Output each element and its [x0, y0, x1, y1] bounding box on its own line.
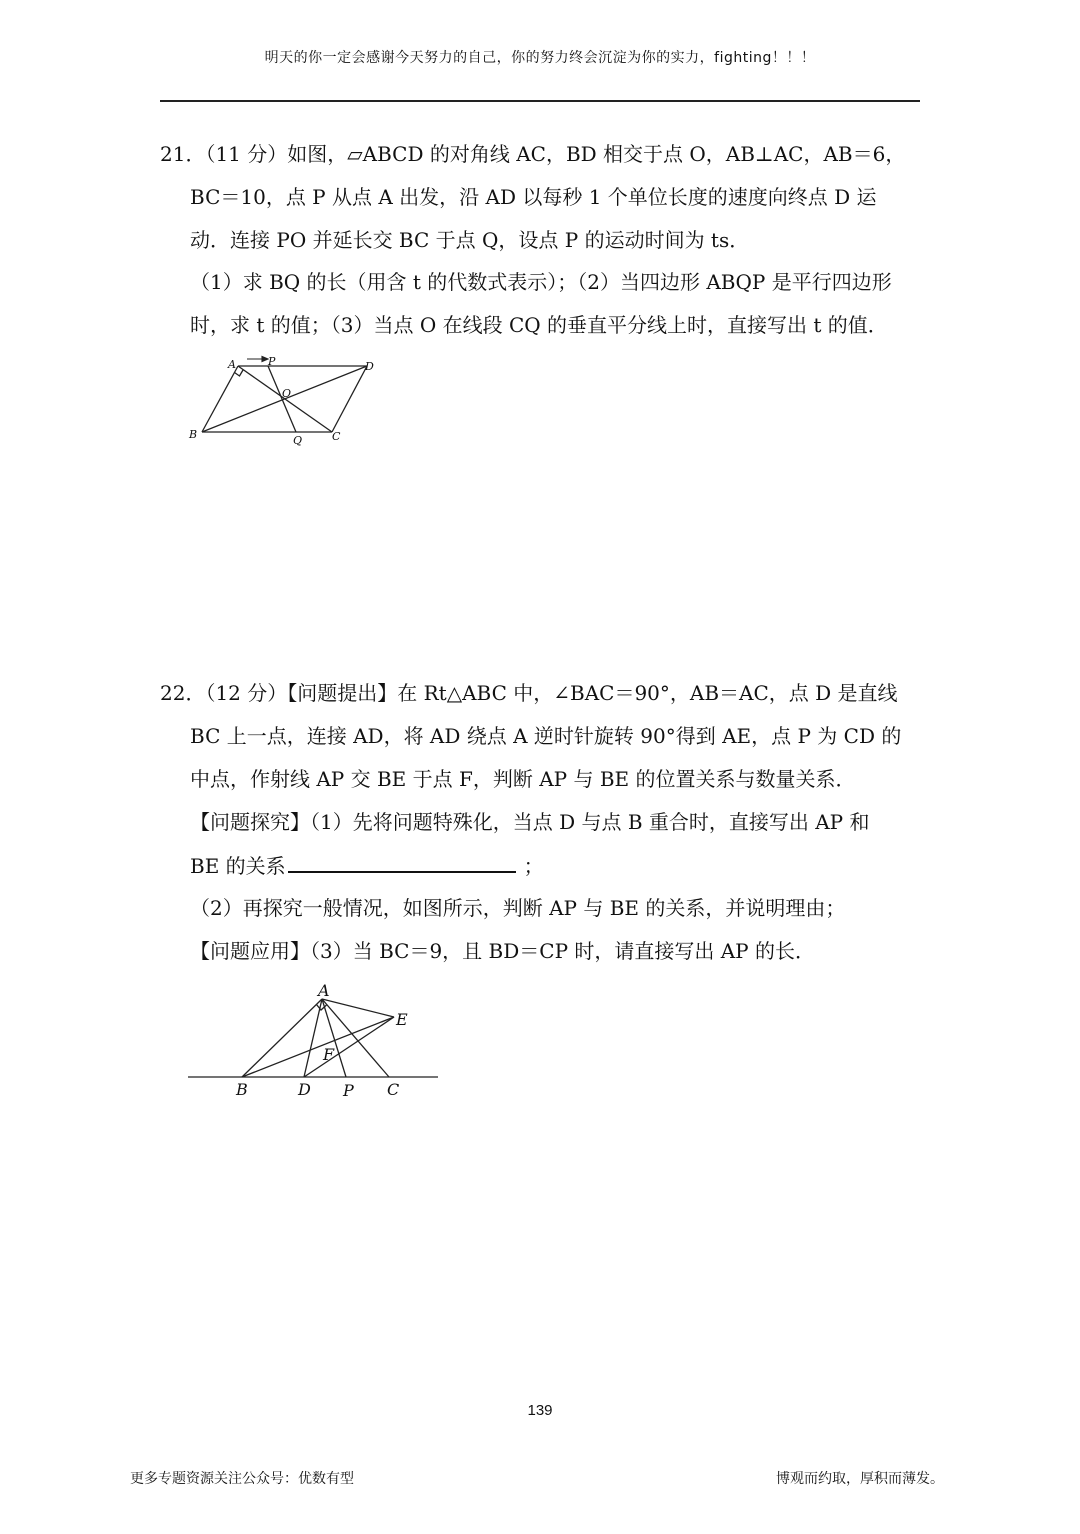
label-C: C — [332, 430, 341, 443]
side-AB — [242, 999, 322, 1077]
problem22-line-3: 中点，作射线 AP 交 BE 于点 F，判断 AP 与 BE 的位置关系与数量关系． — [190, 767, 856, 791]
problem22-line-7: 【问题应用】（3）当 BC＝9，且 BD＝CP 时，请直接写出 AP 的长． — [190, 939, 815, 963]
label-C: C — [387, 1080, 400, 1099]
problem21-line-3: 动．连接 PO 并延长交 BC 于点 Q，设点 P 的运动时间为 ts． — [190, 228, 750, 252]
side-DC — [332, 366, 367, 432]
label-P: P — [343, 1081, 354, 1100]
label-A: A — [318, 981, 330, 1000]
triangle-figure — [185, 982, 445, 1100]
page-number: 139 — [527, 1402, 553, 1419]
side-AC — [322, 999, 389, 1077]
label-O: O — [282, 387, 292, 400]
problem21-line-2: BC＝10，点 P 从点 A 出发，沿 AD 以每秒 1 个单位长度的速度向终点 D 运 — [190, 185, 877, 209]
problem22-line-2: BC 上一点，连接 AD，将 AD 绕点 A 逆时针旋转 90°得到 AE，点 P 为 CD 的 — [190, 724, 902, 748]
answer-terminator: ； — [523, 854, 544, 878]
label-A: A — [228, 358, 236, 371]
label-D: D — [365, 360, 374, 373]
problem22-line-6: （2）再探究一般情况，如图所示，判断 AP 与 BE 的关系，并说明理由； — [190, 896, 846, 920]
label-B: B — [189, 428, 198, 441]
label-Q: Q — [293, 434, 303, 447]
problem21-line-4: （1）求 BQ 的长（用含 t 的代数式表示）；（2）当四边形 ABQP 是平行四边形 — [190, 270, 892, 294]
problem21-line-1: 21．（11 分）如图，▱ABCD 的对角线 AC，BD 相交于点 O，AB⊥AC，AB＝6， — [160, 142, 906, 166]
label-P: P — [268, 355, 276, 368]
problem22-line-1: 22．（12 分）【问题提出】在 Rt△ABC 中，∠BAC＝90°，AB＝AC，点 D 是直线 — [160, 681, 898, 705]
label-D: D — [298, 1080, 311, 1099]
segment-AE — [322, 999, 394, 1017]
segment-AD — [304, 999, 322, 1077]
problem21-line-5: 时，求 t 的值；（3）当点 O 在线段 CQ 的垂直平分线上时，直接写出 t 的值． — [190, 313, 888, 337]
label-E: E — [396, 1010, 408, 1029]
footer-left-note: 更多专题资源关注公众号：优数有型 — [130, 1471, 354, 1487]
label-B: B — [236, 1080, 248, 1099]
header-motto: 明天的你一定会感谢今天努力的自己，你的努力终会沉淀为你的实力，fighting！！！ — [264, 50, 816, 66]
parallelogram-figure — [180, 352, 390, 447]
footer-right-motto: 博观而约取，厚积而薄发。 — [776, 1471, 944, 1487]
label-F: F — [323, 1045, 335, 1064]
side-AB — [202, 366, 238, 432]
problem22-answer-line — [190, 853, 544, 878]
header-divider — [160, 100, 920, 102]
answer-blank[interactable] — [288, 853, 516, 873]
problem22-line-4: 【问题探究】（1）先将问题特殊化，当点 D 与点 B 重合时，直接写出 AP 和 — [190, 810, 870, 834]
answer-prompt: BE 的关系 — [190, 854, 286, 878]
